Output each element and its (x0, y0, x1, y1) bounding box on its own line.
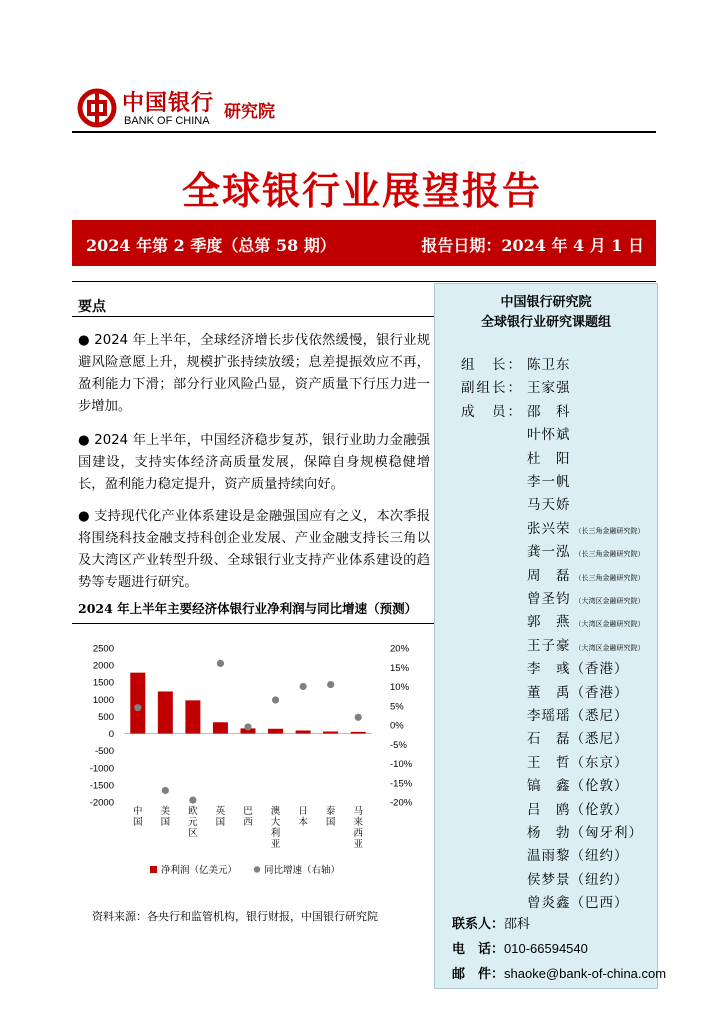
team-member (527, 774, 629, 794)
right-axis-tick-label: 5% (390, 701, 404, 713)
chart-title: 2024 年上半年主要经济体银行业净利润与同比增速（预测） (78, 601, 418, 616)
contact-label: 联系人： (452, 917, 505, 932)
key-point-3: ● 支持现代化产业体系建设是金融强国应有之义，本次季报将围绕科技金融支持科创企业发展、产业金融支持长三角以及大湾区产业转型升级、全球银行业支持产业体系建设的趋势等专题进行研究。 (78, 509, 430, 590)
team-member-name: 温雨黎（纽约） (527, 848, 629, 865)
team-member-name: 杜 阳 (527, 450, 571, 467)
team-member (527, 634, 645, 654)
right-axis-tick-label: -15% (390, 778, 413, 790)
contact-row (452, 963, 666, 982)
right-axis-tick-label: -20% (390, 797, 413, 809)
legend-label-net-profit: 净利润（亿美元） (161, 865, 238, 876)
key-points-divider (72, 316, 434, 317)
right-axis-tick-label: 15% (390, 662, 410, 674)
point-yoy-growth (217, 660, 224, 667)
contact-label: 邮 件： (452, 967, 505, 982)
report-date: 报告日期：2024 年 4 月 1 日 (421, 236, 644, 255)
category-label-char: 区 (188, 828, 198, 839)
point-yoy-growth (134, 704, 141, 711)
category-label-char: 美 (160, 806, 171, 817)
category-label-char: 利 (270, 828, 281, 839)
team-member-affiliation: （大湾区金融研究院） (574, 620, 645, 629)
bar-net-profit (268, 729, 283, 734)
team-leader-name: 邵 科 (527, 403, 571, 420)
category-label-char: 来 (353, 817, 363, 828)
contact-label: 电 话： (452, 942, 505, 957)
team-group-name: 全球银行业研究课题组 (480, 315, 611, 330)
contact-phone: 010-66594540 (504, 941, 588, 956)
point-yoy-growth (300, 683, 307, 690)
team-member-affiliation: （大湾区金融研究院） (574, 597, 645, 605)
team-member-name: 张兴荣 (527, 520, 571, 537)
team-member (527, 423, 571, 443)
contact-row (452, 913, 530, 932)
point-yoy-growth (189, 796, 196, 803)
team-member (527, 447, 571, 467)
team-member (527, 798, 629, 818)
team-member-name: 叶怀斌 (527, 427, 571, 444)
team-member (527, 564, 645, 584)
contact-email[interactable]: shaoke@bank-of-china.com (504, 966, 667, 981)
category-label-char: 西 (353, 828, 363, 839)
left-axis-tick-label: 0 (108, 729, 114, 741)
bank-of-china-logo-icon (77, 88, 117, 128)
legend-swatch-yoy-growth (254, 866, 260, 872)
chart-title-divider (72, 623, 434, 624)
category-label-char: 欧 (188, 806, 198, 817)
category-label-char: 亚 (353, 839, 363, 850)
legend-swatch-net-profit (150, 866, 157, 873)
team-member-name: 侯梦景（纽约） (527, 871, 629, 888)
team-member-name: 王 哲（东京） (527, 754, 629, 771)
category-label-char: 马 (353, 806, 363, 817)
bar-net-profit (158, 691, 173, 733)
team-member (527, 751, 629, 771)
team-member-name: 石 磊（悉尼） (527, 731, 629, 748)
contact-person: 邵科 (504, 916, 531, 931)
team-member-name: 董 禹（香港） (527, 684, 629, 701)
team-member (527, 517, 645, 537)
team-member (527, 493, 571, 513)
category-label-char: 中 (133, 806, 143, 817)
header-divider (72, 131, 656, 133)
team-role-label: 副组长： (461, 380, 523, 397)
issue-banner (72, 220, 656, 266)
team-member-affiliation: （长三角金融研究院） (574, 573, 645, 582)
category-label-char: 国 (325, 817, 336, 828)
left-axis-tick-label: 1000 (92, 694, 114, 706)
point-yoy-growth (272, 696, 279, 703)
category-label-char: 大 (270, 817, 281, 828)
point-yoy-growth (327, 681, 334, 688)
left-axis-tick-label: -1000 (89, 763, 114, 775)
team-member-name: 龚一泓 (527, 544, 571, 561)
left-axis-tick-label: -2000 (89, 797, 114, 809)
bar-net-profit (185, 700, 200, 733)
key-points-heading: 要点 (78, 299, 106, 315)
team-member (527, 704, 629, 724)
brand-name-chinese: 中国银行 (122, 90, 215, 116)
team-leader-name: 王家强 (527, 380, 571, 397)
team-member-name: 李瑶瑶（悉尼） (527, 708, 629, 724)
bar-net-profit (130, 673, 145, 734)
right-axis-tick-label: -10% (390, 759, 413, 770)
right-axis-tick-label: 0% (390, 720, 404, 732)
team-member (527, 821, 643, 841)
bar-net-profit (213, 722, 228, 733)
profit-growth-chart (72, 628, 434, 888)
category-label-char: 澳 (270, 806, 281, 817)
team-member (527, 844, 629, 864)
team-member-name: 曾炎鑫（巴西） (527, 895, 629, 912)
team-member-name: 李 彧（香港） (527, 661, 629, 678)
left-axis-tick-label: -1500 (89, 780, 114, 792)
brand-name-english: BANK OF CHINA (124, 115, 210, 127)
team-member (527, 470, 571, 490)
source-note: 资料来源：各央行和监管机构，银行财报，中国银行研究院 (92, 910, 378, 923)
team-member (527, 868, 629, 888)
team-member-name: 杨 勃（匈牙利） (527, 825, 643, 841)
category-label-char: 英 (215, 806, 226, 817)
banner-divider (72, 281, 656, 282)
team-member (527, 681, 629, 701)
category-label-char: 本 (298, 817, 308, 828)
team-member (527, 657, 629, 677)
team-member-name: 王子豪 (527, 637, 571, 654)
key-point-2: ● 2024 年上半年，中国经济稳步复苏，银行业助力金融强国建设，支持实体经济高质量发展，保障自身规模稳健增长，盈利能力稳定提升，资产质量持续向好。 (78, 433, 430, 492)
team-member-affiliation: （长三角金融研究院） (574, 550, 645, 559)
point-yoy-growth (355, 714, 362, 721)
team-member (527, 891, 629, 911)
team-member-affiliation: （大湾区金融研究院） (574, 643, 645, 652)
institute-label: 研究院 (224, 102, 275, 122)
category-label-char: 西 (243, 817, 253, 828)
right-axis-tick-label: 10% (390, 682, 410, 693)
left-axis-tick-label: 2500 (92, 643, 114, 655)
team-institute: 中国银行研究院 (500, 295, 592, 310)
category-label-char: 日 (298, 806, 308, 817)
team-leader-name: 陈卫东 (527, 357, 571, 373)
team-member-name: 吕 鸥（伦敦） (527, 801, 629, 818)
category-label-char: 巴 (243, 806, 253, 817)
category-label-char: 国 (160, 817, 171, 828)
point-yoy-growth (162, 787, 169, 794)
key-point-1: ● 2024 年上半年，全球经济增长步伐依然缓慢，银行业规避风险意愿上升，规模扩张持续放缓；息差提振效应不再，盈利能力下滑；部分行业风险凸显，资产质量下行压力进一步增加。 (78, 333, 430, 414)
issue-number: 2024 年第 2 季度（总第 58 期） (86, 236, 336, 255)
left-axis-tick-label: -500 (94, 746, 114, 758)
left-axis-tick-label: 2000 (92, 660, 114, 672)
category-label-char: 国 (215, 817, 226, 828)
left-axis-tick-label: 1500 (92, 677, 114, 689)
team-member (527, 587, 645, 607)
team-member (527, 540, 645, 560)
team-member (527, 610, 645, 630)
team-member-affiliation: （长三角金融研究院） (574, 526, 645, 535)
point-yoy-growth (244, 723, 251, 730)
team-member-name: 马天娇 (527, 497, 571, 514)
team-member-name: 李一帆 (527, 474, 571, 490)
right-axis-tick-label: 20% (390, 643, 410, 655)
left-axis-tick-label: 500 (98, 711, 114, 723)
category-label-char: 亚 (270, 839, 281, 850)
team-role-label: 成 员： (461, 403, 523, 420)
team-member (527, 727, 629, 747)
category-label-char: 元 (188, 817, 198, 828)
team-member-name: 周 磊 (527, 567, 571, 584)
contact-row (452, 938, 588, 957)
bar-net-profit (351, 732, 366, 734)
team-member-name: 曾圣钧 (527, 591, 571, 607)
team-member-name: 郭 燕 (527, 614, 571, 631)
team-role-label: 组 长： (461, 357, 523, 373)
legend-label-yoy-growth: 同比增速（右轴） (264, 865, 341, 876)
bar-net-profit (296, 730, 311, 733)
team-member-name: 镐 鑫（伦敦） (527, 778, 629, 795)
category-label-char: 国 (133, 817, 143, 828)
report-title: 全球银行业展望报告 (181, 169, 542, 213)
bar-net-profit (323, 732, 338, 734)
right-axis-tick-label: -5% (390, 739, 407, 751)
category-label-char: 泰 (325, 806, 336, 817)
